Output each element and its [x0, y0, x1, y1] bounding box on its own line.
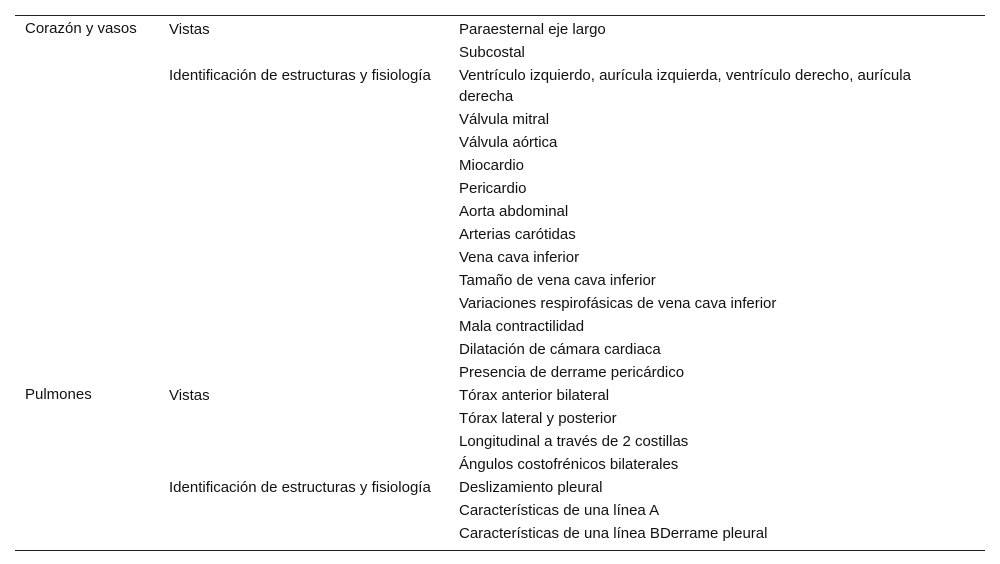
list-item: Longitudinal a través de 2 costillas	[459, 433, 689, 450]
list-item: Tamaño de vena cava inferior	[459, 272, 656, 289]
list-item: Vena cava inferior	[459, 249, 580, 266]
category-cell: Vistas	[169, 387, 210, 404]
list-item: Mala contractilidad	[459, 318, 585, 335]
list-item: Tórax lateral y posterior	[459, 410, 617, 427]
data-table	[15, 15, 985, 551]
list-item: Ventrículo izquierdo, aurícula izquierda, ventrículo derecho, aurícula derecha	[459, 67, 911, 105]
list-item: Características de una línea BDerrame pleural	[459, 525, 768, 542]
section-lungs	[15, 384, 985, 545]
category-cell: Identificación de estructuras y fisiología	[169, 479, 431, 496]
items-cell	[459, 384, 965, 476]
list-item: Presencia de derrame pericárdico	[459, 364, 685, 381]
list-item: Válvula mitral	[459, 111, 550, 128]
list-item: Válvula aórtica	[459, 134, 558, 151]
table-row-group	[15, 476, 985, 545]
section-heart	[15, 18, 985, 384]
table-row-group	[15, 64, 985, 384]
table-row-group	[15, 18, 985, 64]
items-cell	[459, 18, 965, 64]
organ-cell: Corazón y vasos	[25, 20, 137, 37]
organ-cell: Pulmones	[25, 386, 92, 403]
table-row-group	[15, 384, 985, 476]
list-item: Dilatación de cámara cardiaca	[459, 341, 661, 358]
list-item: Miocardio	[459, 157, 525, 174]
list-item: Ángulos costofrénicos bilaterales	[459, 456, 679, 473]
category-cell: Identificación de estructuras y fisiología	[169, 67, 431, 84]
category-cell: Vistas	[169, 21, 210, 38]
list-item: Tórax anterior bilateral	[459, 387, 610, 404]
list-item: Variaciones respirofásicas de vena cava inferior	[459, 295, 777, 312]
list-item: Arterias carótidas	[459, 226, 576, 243]
list-item: Pericardio	[459, 180, 527, 197]
list-item: Características de una línea A	[459, 502, 660, 519]
items-cell	[459, 476, 965, 545]
list-item: Paraesternal eje largo	[459, 21, 606, 38]
list-item: Deslizamiento pleural	[459, 479, 603, 496]
list-item: Subcostal	[459, 44, 525, 61]
items-cell	[459, 64, 965, 384]
list-item: Aorta abdominal	[459, 203, 569, 220]
